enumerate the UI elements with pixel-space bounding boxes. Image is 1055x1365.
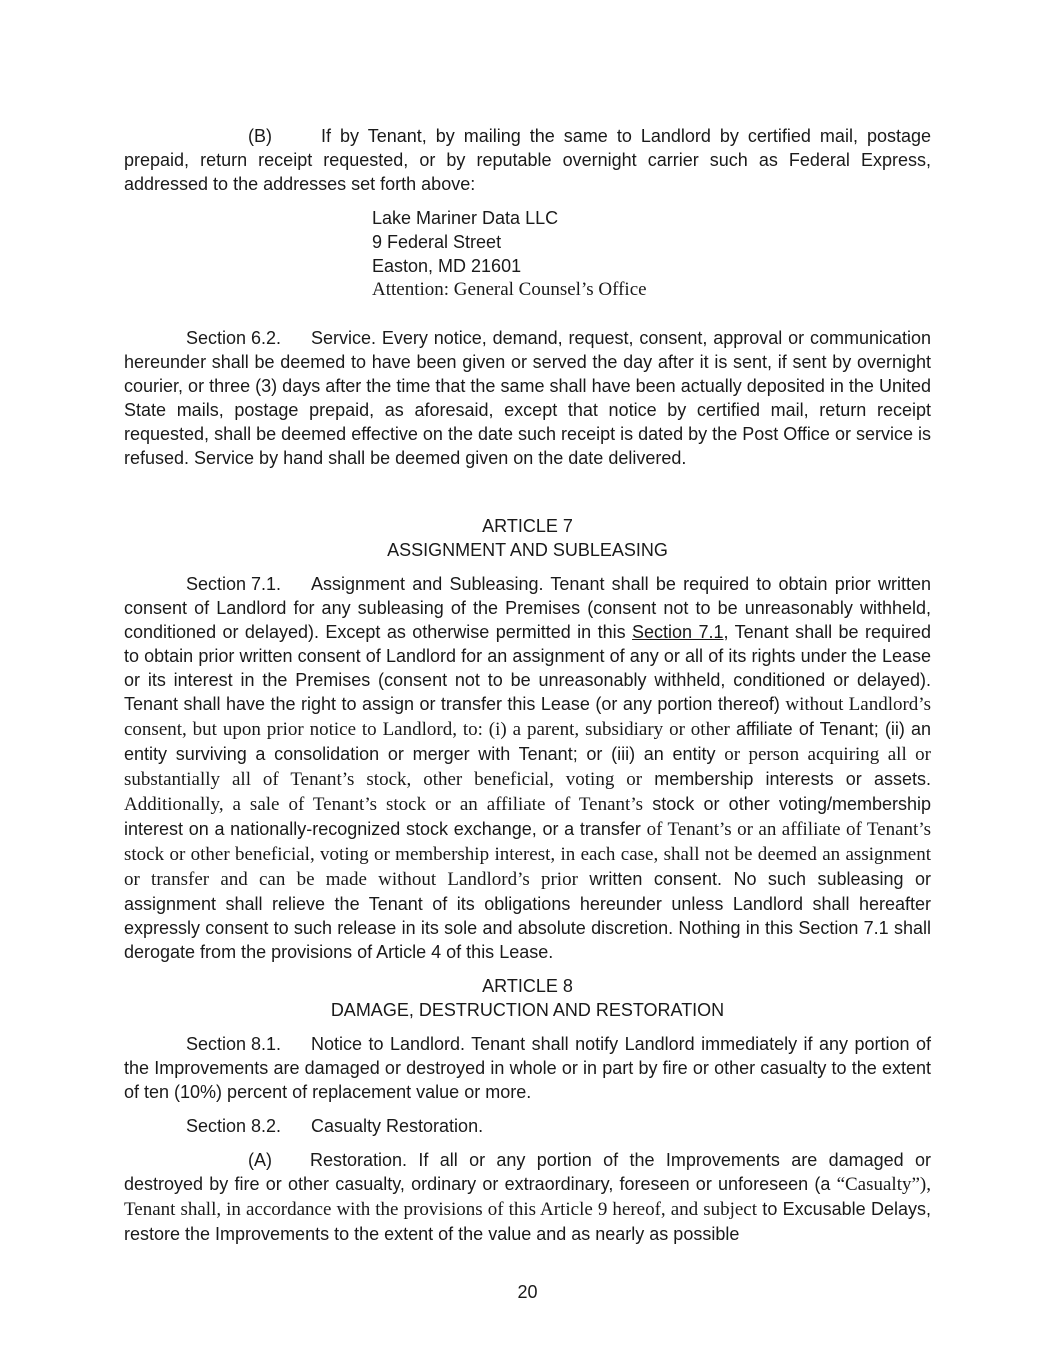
section-8-1-text: Notice to Landlord. Tenant shall notify Landlord immediately if any portion of the Improvements are damaged or destroyed in whole or in part by fire or other casualty to the extent of ten (10%) percent of replacement value or more. — [124, 1034, 931, 1102]
page-number: 20 — [517, 1282, 538, 1302]
document-page — [124, 124, 931, 1246]
section-7-1 — [124, 572, 931, 964]
paragraph-a-text-b: “Casualty”), Tenant shall, in accordance with the provisions of this Article 9 hereof, and subject — [124, 1174, 931, 1220]
section-7-1-text-b: , Tenant shall be required to obtain prior written consent of Landlord for an assignment of any or all of its rights under the Lease or its interest in the Premises (consent not to be unreasonably withheld, conditioned or delayed). Tenant shall have the right to assign or transfer this Lease (or any portion thereof) — [124, 622, 931, 714]
section-7-1-text-a: Assignment and Subleasing. Tenant shall be required to obtain prior written consent of Landlord for any subleasing of the Premises (consent not to be unreasonably withheld, conditioned or delayed). Except as otherwise permitted in this — [124, 574, 931, 642]
article-8-heading-block — [124, 974, 931, 1022]
address-line-2: 9 Federal Street — [372, 232, 502, 252]
section-7-1-text-c: without Landlord’s consent, but upon prior notice to Landlord, to: (i) a parent, subsidiary or other — [124, 694, 931, 740]
article-8-title: DAMAGE, DESTRUCTION AND RESTORATION — [330, 1000, 725, 1020]
article-8-heading: ARTICLE 8 — [482, 976, 573, 996]
section-8-2 — [124, 1114, 931, 1138]
address-line-3: Easton, MD 21601 — [372, 256, 522, 276]
address-block — [372, 206, 931, 302]
section-7-1-text-j: written consent. No such subleasing or assignment shall relieve the Tenant of its obligations hereunder unless Landlord shall hereafter expressly consent to such release in its sole and absolute discretion. Nothing in this Section 7.1 shall derogate from the provisions of Article 4 of this Lease. — [124, 869, 931, 962]
paragraph-a-text-a: Restoration. If all or any portion of the Improvements are damaged or destroyed by fire or other casualty, ordinary or extraordinary, foreseen or unforeseen (a — [124, 1150, 931, 1194]
section-7-1-link[interactable]: Section 7.1 — [632, 622, 724, 642]
section-8-2-label: Section 8.2. — [186, 1116, 282, 1136]
paragraph-b-label: (B) — [248, 126, 272, 146]
section-6-2-label: Section 6.2. — [186, 328, 282, 348]
article-7-heading-block — [124, 514, 931, 562]
section-8-1 — [124, 1032, 931, 1104]
article-7-heading: ARTICLE 7 — [482, 516, 573, 536]
section-7-1-text-e: or person acquiring all or substantially all of Tenant’s stock, other beneficial, voting or — [124, 744, 931, 790]
address-line-4: Attention: General Counsel’s Office — [372, 279, 647, 300]
section-7-1-text-i: of Tenant’s or an affiliate of Tenant’s stock or other beneficial, voting or membership interest, in each case, shall not be deemed an assignment or transfer and can be made without Landlord’s prior — [124, 819, 931, 890]
section-7-1-label: Section 7.1. — [186, 574, 282, 594]
address-line-1: Lake Mariner Data LLC — [372, 208, 559, 228]
section-8-1-label: Section 8.1. — [186, 1034, 282, 1054]
paragraph-a — [124, 1148, 931, 1246]
paragraph-b-text: If by Tenant, by mailing the same to Landlord by certified mail, postage prepaid, return receipt requested, or by reputable overnight carrier such as Federal Express, addressed to the addresses set forth above: — [124, 126, 931, 194]
paragraph-a-text-c: to Excusable Delays, restore the Improvements to the extent of the value and as nearly as possible — [124, 1199, 931, 1244]
section-6-2 — [124, 326, 931, 470]
section-7-1-text-d: affiliate of Tenant; (ii) an entity surviving a consolidation or merger with Tenant; or (iii) an entity — [124, 719, 932, 764]
section-7-1-text-g: Additionally, a sale of Tenant’s stock or an affiliate of Tenant’s — [124, 794, 643, 815]
article-7-title: ASSIGNMENT AND SUBLEASING — [387, 540, 668, 560]
paragraph-b — [124, 124, 931, 196]
section-7-1-text-f: membership interests or assets. — [642, 769, 931, 789]
section-8-2-text: Casualty Restoration. — [311, 1116, 484, 1136]
paragraph-a-label: (A) — [248, 1150, 272, 1170]
section-6-2-text: Service. Every notice, demand, request, consent, approval or communication hereunder shall be deemed to have been given or served the day after it is sent, if sent by overnight courier, or three (3) days after the time that the same shall have been actually deposited in the United State mails, postage prepaid, as aforesaid, except that notice by certified mail, return receipt requested, shall be deemed effective on the date such receipt is dated by the Post Office or service is refused. Service by hand shall be deemed given on the date delivered. — [124, 328, 931, 468]
section-7-1-text-h: stock or other voting/membership interest on a nationally-recognized stock exchange, or a transfer — [124, 794, 931, 839]
